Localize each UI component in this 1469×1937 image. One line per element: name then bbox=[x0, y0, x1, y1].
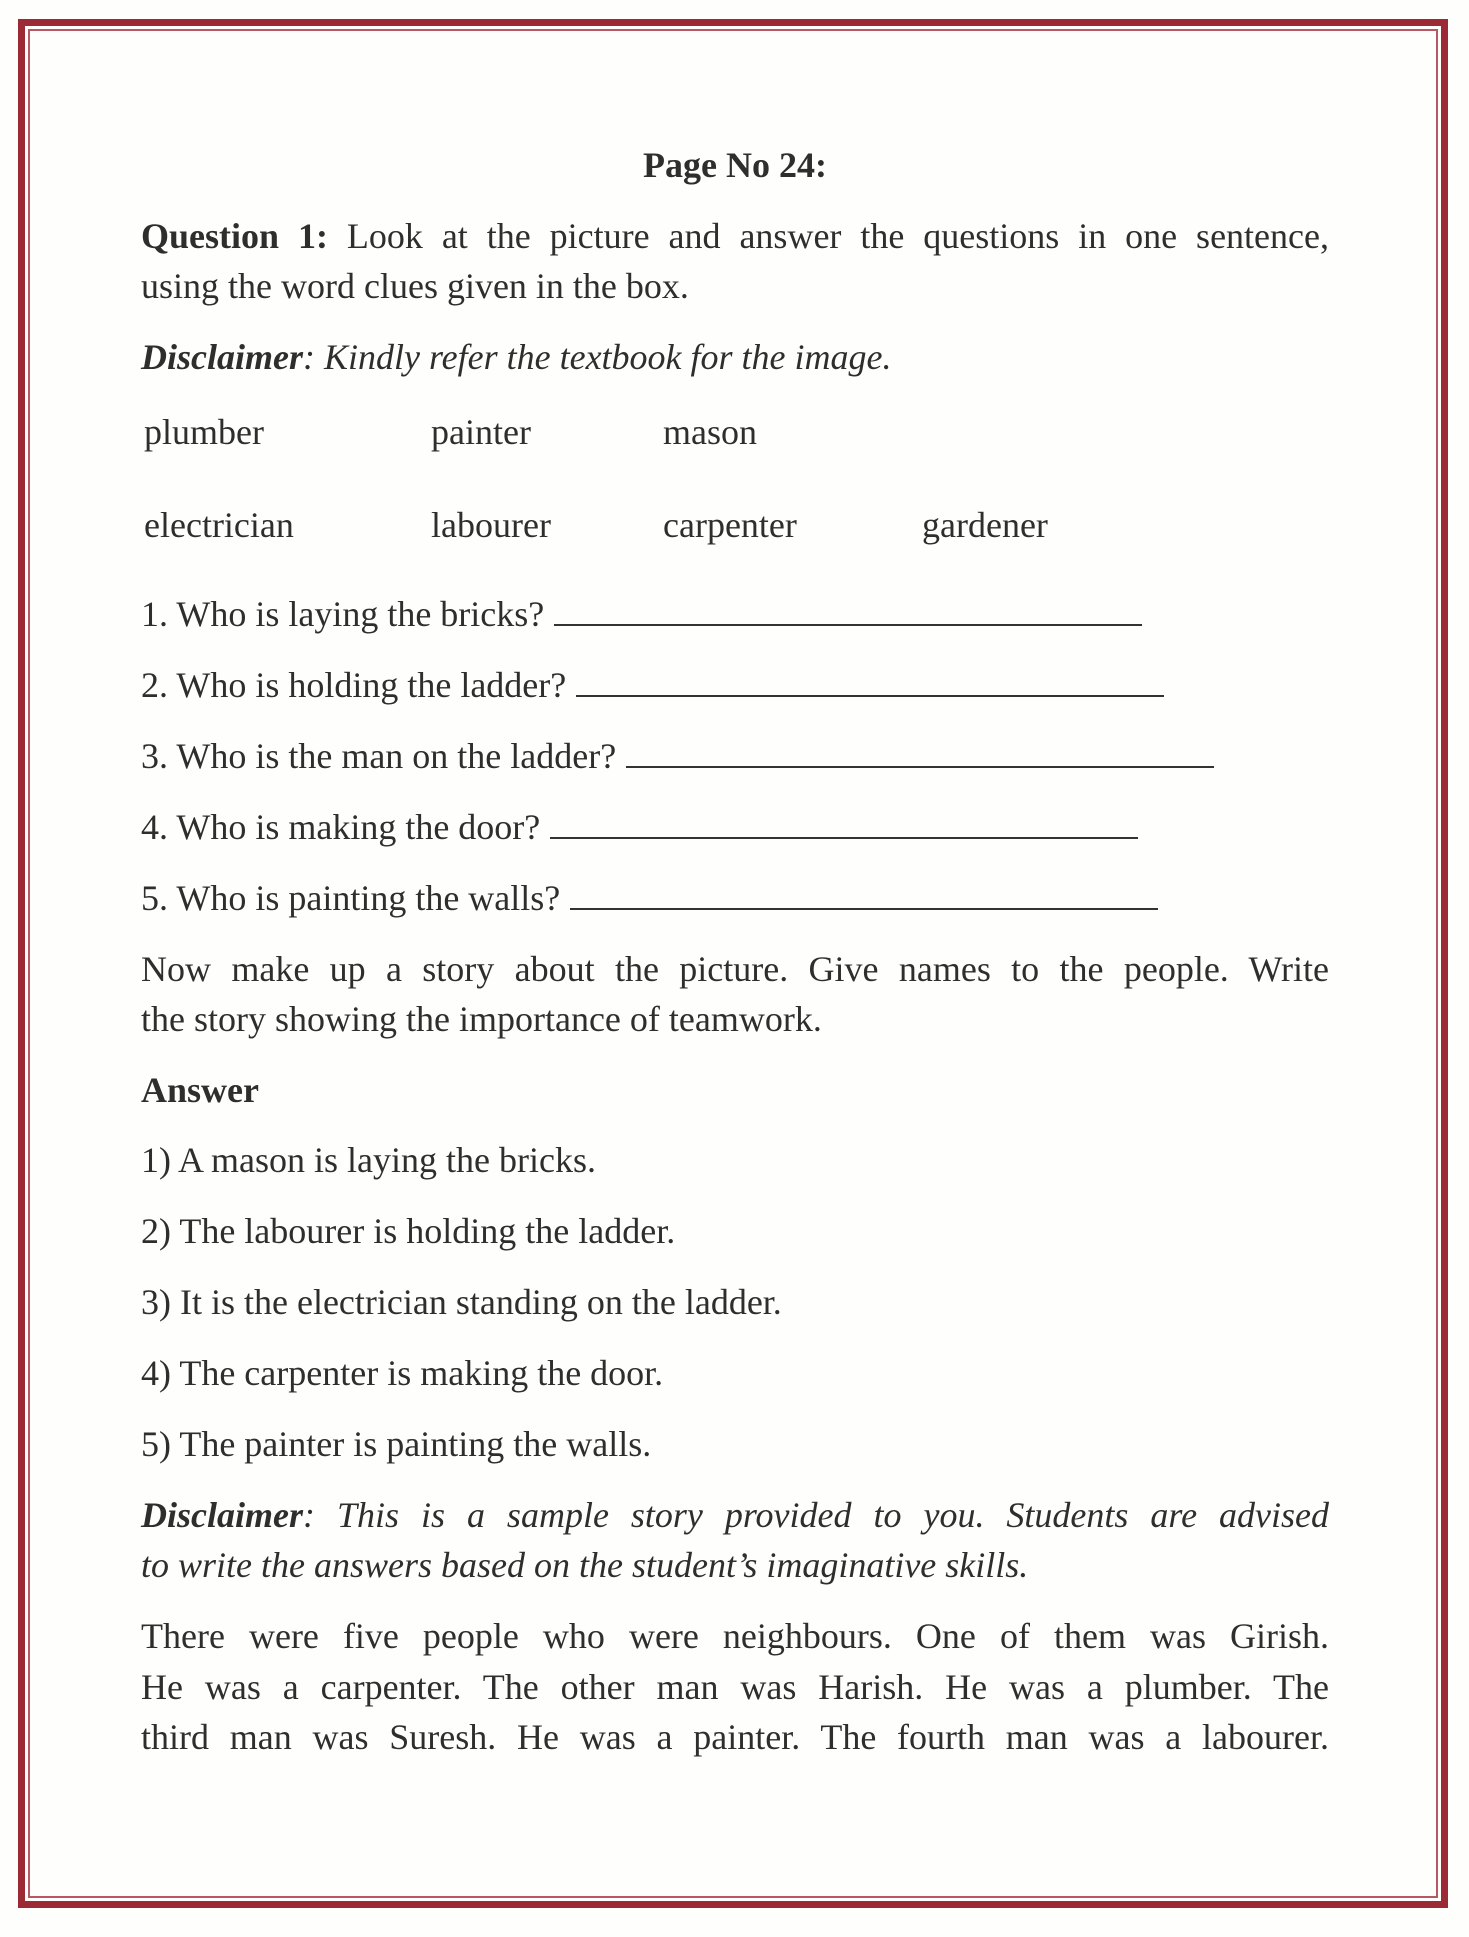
question-label: Question 1: bbox=[141, 216, 328, 256]
answer-item: 3) It is the electrician standing on the ladder. bbox=[141, 1282, 782, 1322]
disclaimer-story bbox=[141, 1493, 1329, 1537]
disclaimer-label: Disclaimer bbox=[141, 1495, 303, 1535]
word-clue: labourer bbox=[431, 505, 551, 545]
question-line-2: using the word clues given in the box. bbox=[141, 266, 689, 306]
disclaimer-image bbox=[141, 335, 1329, 379]
word-clue: gardener bbox=[922, 505, 1048, 545]
answer-blank bbox=[570, 878, 1158, 910]
word-clue: electrician bbox=[144, 505, 294, 545]
answer-blank bbox=[550, 807, 1138, 839]
question-item bbox=[141, 805, 1329, 849]
answer-item: 5) The painter is painting the walls. bbox=[141, 1424, 652, 1464]
story-prompt-line: the story showing the importance of teamwork. bbox=[141, 999, 822, 1039]
question-text: 2. Who is holding the ladder? bbox=[141, 665, 567, 705]
answer-item: 2) The labourer is holding the ladder. bbox=[141, 1211, 676, 1251]
answer-item: 1) A mason is laying the bricks. bbox=[141, 1140, 596, 1180]
page-title bbox=[141, 143, 1329, 187]
question-item bbox=[141, 734, 1329, 778]
answer-blank bbox=[626, 736, 1214, 768]
disclaimer-text: : Kindly refer the textbook for the image. bbox=[302, 337, 892, 377]
answer-blank bbox=[554, 594, 1142, 626]
question-text: 4. Who is making the door? bbox=[141, 807, 541, 847]
question-item bbox=[141, 592, 1329, 636]
page-title-text: Page No 24: bbox=[643, 145, 827, 185]
question-text: 3. Who is the man on the ladder? bbox=[141, 736, 617, 776]
question-text: Look at the picture and answer the questions in one sentence, bbox=[327, 216, 1329, 256]
answer-heading bbox=[141, 1068, 1329, 1112]
disclaimer-text: : This is a sample story provided to you. Students are advised bbox=[302, 1495, 1329, 1535]
story-line: There were five people who were neighbours. One of them was Girish. bbox=[141, 1616, 1329, 1656]
story-line: third man was Suresh. He was a painter. The fourth man was a labourer. bbox=[141, 1717, 1329, 1757]
question-text: 5. Who is painting the walls? bbox=[141, 878, 561, 918]
disclaimer-text: to write the answers based on the student’s imaginative skills. bbox=[141, 1545, 1029, 1585]
story-prompt-line: Now make up a story about the picture. Give names to the people. Write bbox=[141, 949, 1329, 989]
story-line: He was a carpenter. The other man was Harish. He was a plumber. The bbox=[141, 1667, 1329, 1707]
answer-item: 4) The carpenter is making the door. bbox=[141, 1353, 664, 1393]
disclaimer-story-line-2 bbox=[141, 1543, 1329, 1587]
answer-blank bbox=[576, 665, 1164, 697]
question-text: 1. Who is laying the bricks? bbox=[141, 594, 545, 634]
word-clue: painter bbox=[431, 412, 531, 452]
word-clue: mason bbox=[663, 412, 757, 452]
question-item bbox=[141, 876, 1329, 920]
question-item bbox=[141, 663, 1329, 707]
question-line-1 bbox=[141, 214, 1329, 258]
disclaimer-label: Disclaimer bbox=[141, 337, 303, 377]
word-clue: plumber bbox=[144, 412, 264, 452]
answer-heading-text: Answer bbox=[141, 1070, 259, 1110]
word-clue: carpenter bbox=[663, 505, 797, 545]
